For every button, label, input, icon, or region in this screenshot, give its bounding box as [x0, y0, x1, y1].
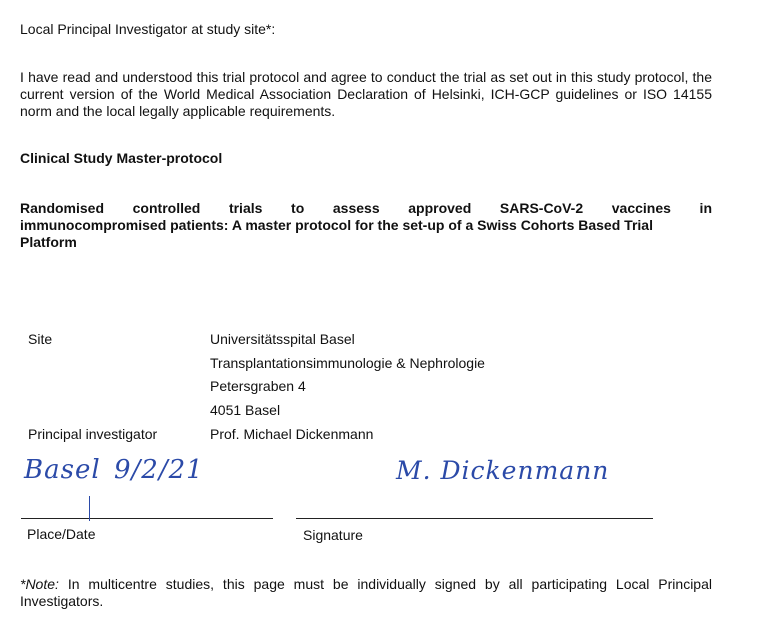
- site-address: [210, 328, 485, 422]
- site-line: 4051 Basel: [210, 401, 281, 418]
- trial-title-rest: immunocompromised patients: A master protocol for the set-up of a Swiss Cohorts Based Trial Platform: [20, 217, 653, 250]
- pen-stroke: [89, 496, 90, 521]
- handwritten-signature: M. Dickenmann: [396, 456, 610, 485]
- place-date-label: Place/Date: [27, 526, 96, 542]
- site-line: Petersgraben 4: [210, 378, 306, 394]
- site-pi-heading: Local Principal Investigator at study site*:: [20, 21, 276, 37]
- trial-title-line-1: Randomised controlled trials to assess approved SARS-CoV-2 vaccines in: [20, 200, 712, 216]
- investigator-statement: I have read and understood this trial protocol and agree to conduct the trial as set out in this study protocol, the current version of the World Medical Association Declaration of Helsinki, ICH-GCP guidelines or ISO 14155 norm and the local legally applicable requirements.: [20, 69, 712, 119]
- footnote: [20, 576, 712, 610]
- site-label: Site: [28, 331, 53, 347]
- site-line: Transplantationsimmunologie & Nephrologie: [210, 354, 485, 371]
- note-text: In multicentre studies, this page must be individually signed by all participating Local Principal Investigators.: [20, 576, 712, 609]
- pi-label: Principal investigator: [28, 426, 158, 442]
- handwritten-date: 9/2/21: [114, 455, 204, 485]
- pi-name: Prof. Michael Dickenmann: [210, 426, 374, 442]
- note-prefix: *Note:: [20, 576, 59, 592]
- handwritten-place: Basel: [24, 455, 101, 485]
- signature-line: [296, 518, 653, 519]
- protocol-label: Clinical Study Master-protocol: [20, 150, 223, 166]
- signature-label: Signature: [303, 527, 363, 543]
- place-date-line: [21, 518, 273, 519]
- trial-title: [20, 200, 712, 251]
- site-line: Universitätsspital Basel: [210, 331, 355, 347]
